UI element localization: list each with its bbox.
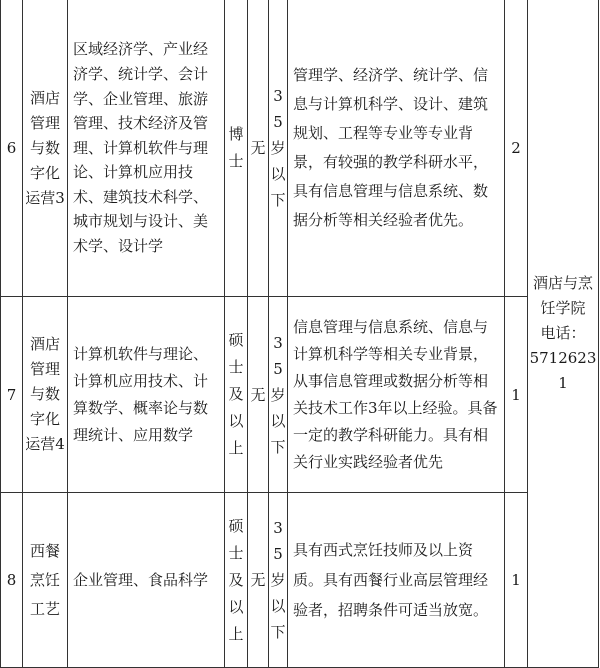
row-number: 6	[1, 0, 23, 297]
department-contact: 酒店与烹 饪学院 电话： 57126231	[528, 0, 599, 668]
table-row	[1, 0, 599, 297]
hiring-count: 1	[505, 297, 528, 493]
age-requirement: 35 岁 以 下	[269, 297, 288, 493]
table-row	[1, 493, 599, 668]
position-name: 酒店 管理 与数 字化 运营3	[23, 0, 68, 297]
major-requirement: 计算机软件与理论、计算机应用技术、计算数学、概率论与数理统计、应用数学	[68, 297, 225, 493]
education-requirement: 硕 士 及 以 上	[225, 297, 248, 493]
other-requirements: 信息管理与信息系统、信息与计算机科学等相关专业背景，从事信息管理或数据分析等相关技术工作3年以上经验。具备一定的教学科研能力。具有相关行业实践经验者优先	[288, 297, 505, 493]
education-requirement: 硕 士 及 以 上	[225, 493, 248, 668]
major-requirement: 企业管理、食品科学	[68, 493, 225, 668]
table-row	[1, 297, 599, 493]
row-number: 7	[1, 297, 23, 493]
hiring-count: 2	[505, 0, 528, 297]
hiring-count: 1	[505, 493, 528, 668]
other-requirements: 具有西式烹饪技师及以上资质。具有西餐行业高层管理经验者，招聘条件可适当放宽。	[288, 493, 505, 668]
title-requirement: 无	[248, 297, 269, 493]
major-requirement: 区域经济学、产业经济学、统计学、会计学、企业管理、旅游管理、技术经济及管理、计算机软件与理论、计算机应用技术、建筑技术科学、城市规划与设计、美术学、设计学	[68, 0, 225, 297]
position-name: 西餐 烹饪 工艺	[23, 493, 68, 668]
age-requirement: 35 岁 以 下	[269, 493, 288, 668]
other-requirements: 管理学、经济学、统计学、信息与计算机科学、设计、建筑规划、工程等专业等专业背景，有较强的教学科研水平，具有信息管理与信息系统、数据分析等相关经验者优先。	[288, 0, 505, 297]
age-requirement: 35 岁 以 下	[269, 0, 288, 297]
position-name: 酒店 管理 与数 字化 运营4	[23, 297, 68, 493]
row-number: 8	[1, 493, 23, 668]
title-requirement: 无	[248, 0, 269, 297]
education-requirement: 博 士	[225, 0, 248, 297]
title-requirement: 无	[248, 493, 269, 668]
